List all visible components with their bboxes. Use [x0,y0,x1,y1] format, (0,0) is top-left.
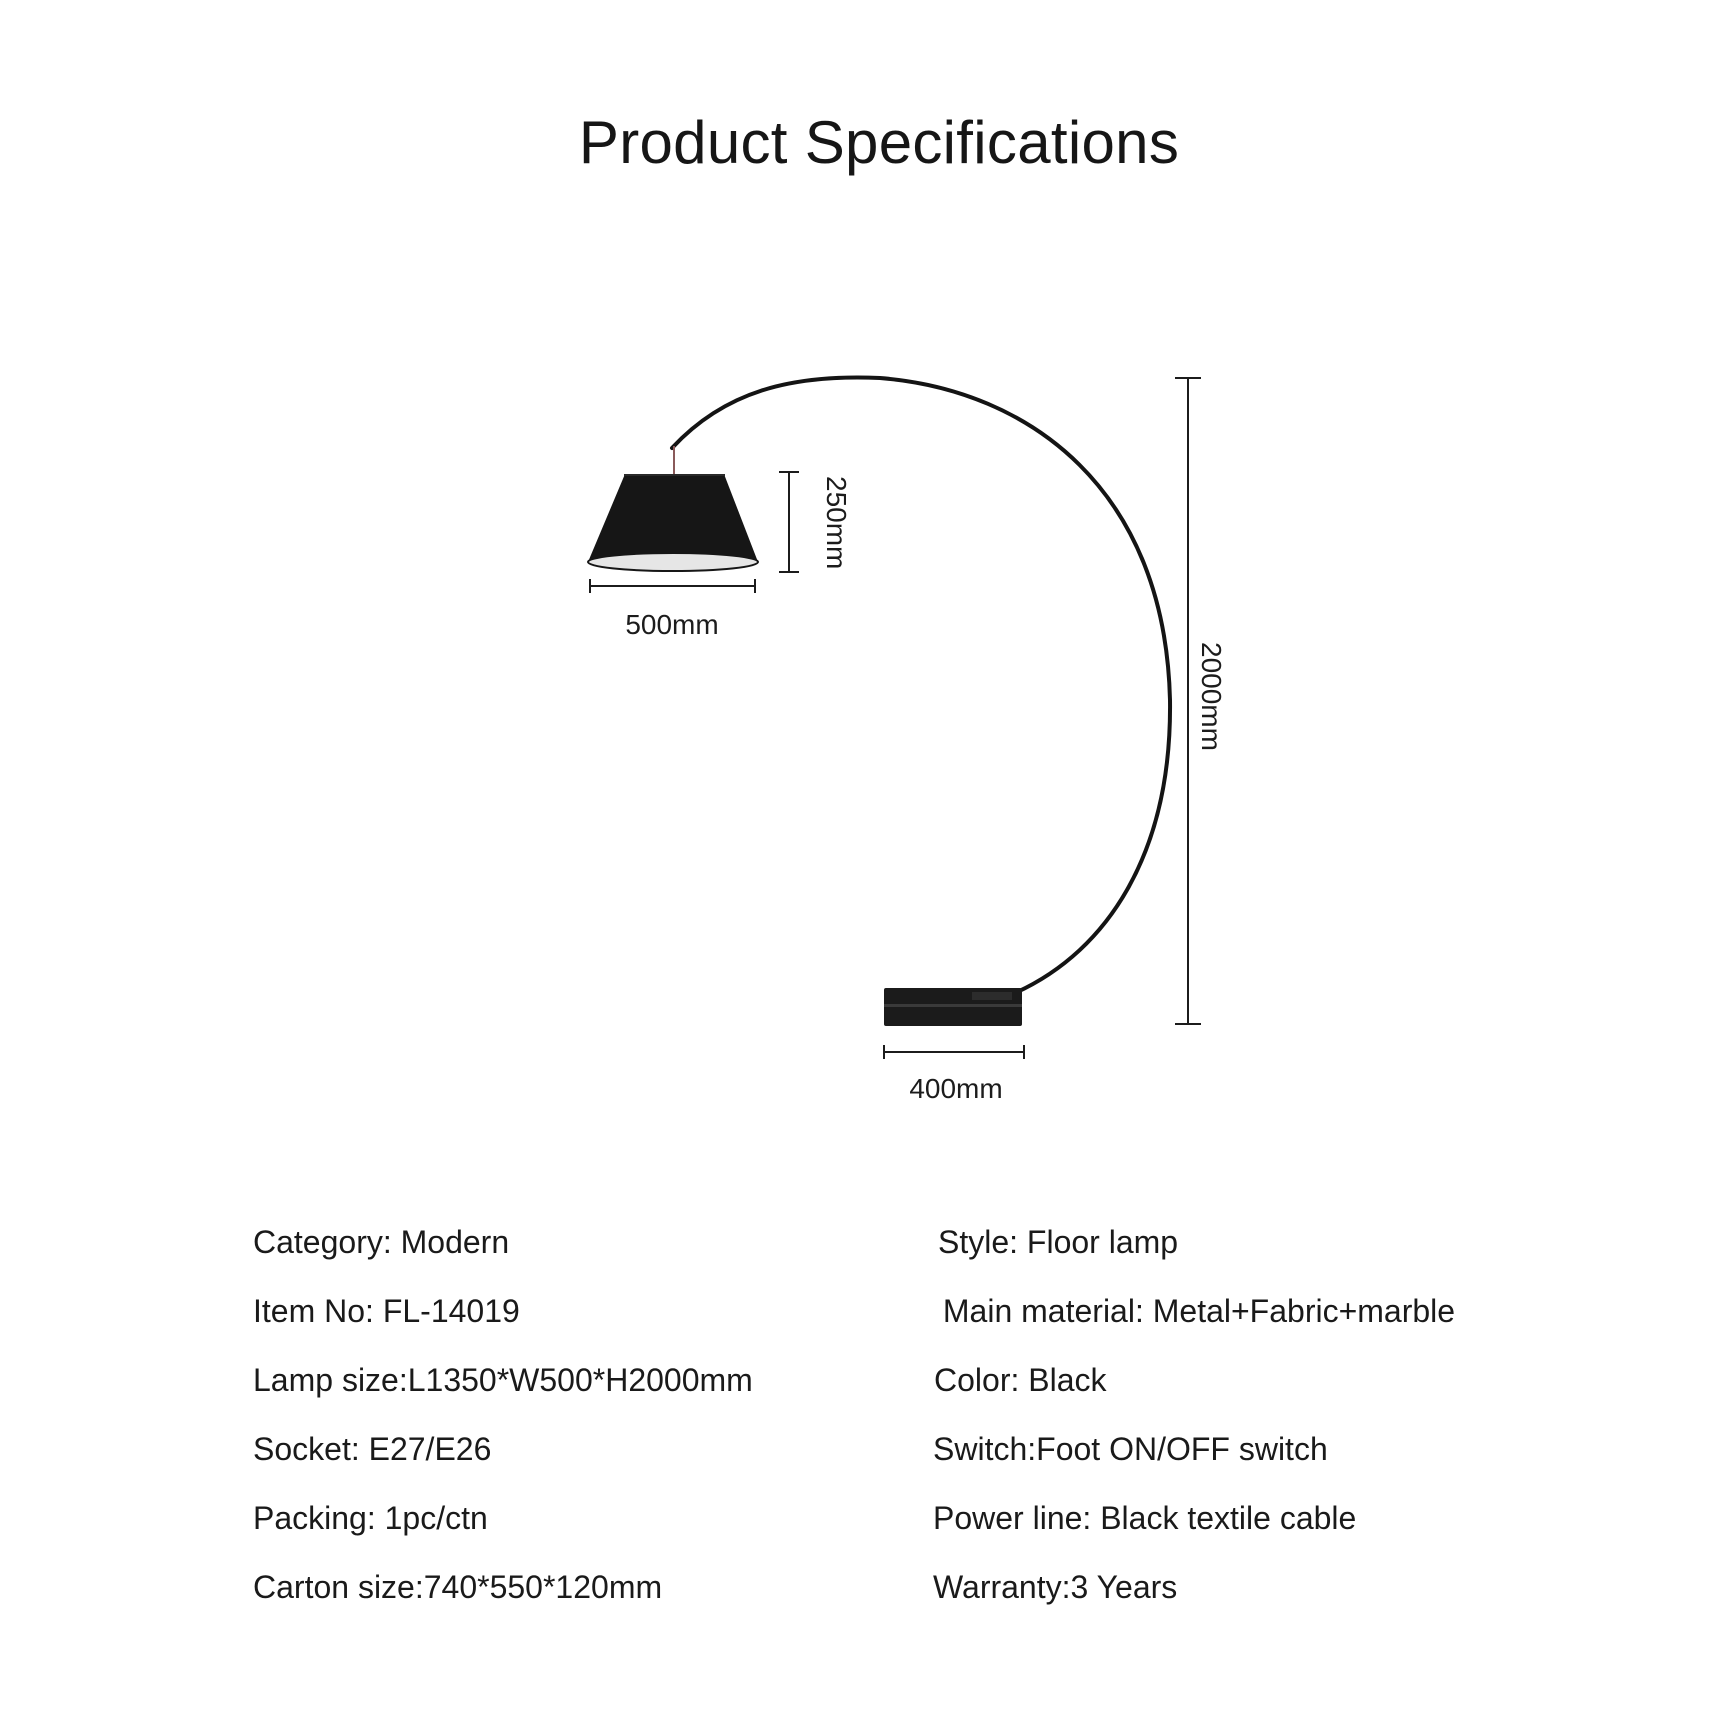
shade-height-dimension [779,472,799,572]
page-title: Product Specifications [578,109,1180,176]
spec-item-no: Item No: FL-14019 [253,1293,520,1329]
spec-power-line: Power line: Black textile cable [933,1500,1357,1536]
lamp-shade [588,474,758,571]
shade-height-label: 250mm [821,476,852,570]
spec-style: Style: Floor lamp [938,1224,1179,1260]
spec-lamp-size: Lamp size:L1350*W500*H2000mm [253,1362,753,1398]
spec-warranty: Warranty:3 Years [933,1569,1178,1605]
spec-main-material: Main material: Metal+Fabric+marble [934,1293,1456,1329]
lamp-arc-arm [672,377,1170,993]
shade-width-dimension [590,579,755,593]
lamp-base [884,988,1022,1026]
base-width-label: 400mm [909,1073,1003,1104]
base-width-dimension [884,1045,1024,1059]
spec-socket: Socket: E27/E26 [253,1431,492,1467]
spec-category: Category: Modern [253,1224,510,1260]
spec-carton-size: Carton size:740*550*120mm [253,1569,663,1605]
spec-switch: Switch:Foot ON/OFF switch [933,1431,1328,1467]
total-height-label: 2000mm [1196,642,1227,751]
spec-packing: Packing: 1pc/ctn [253,1500,488,1536]
spec-color: Color: Black [934,1362,1107,1398]
shade-width-label: 500mm [625,609,719,640]
